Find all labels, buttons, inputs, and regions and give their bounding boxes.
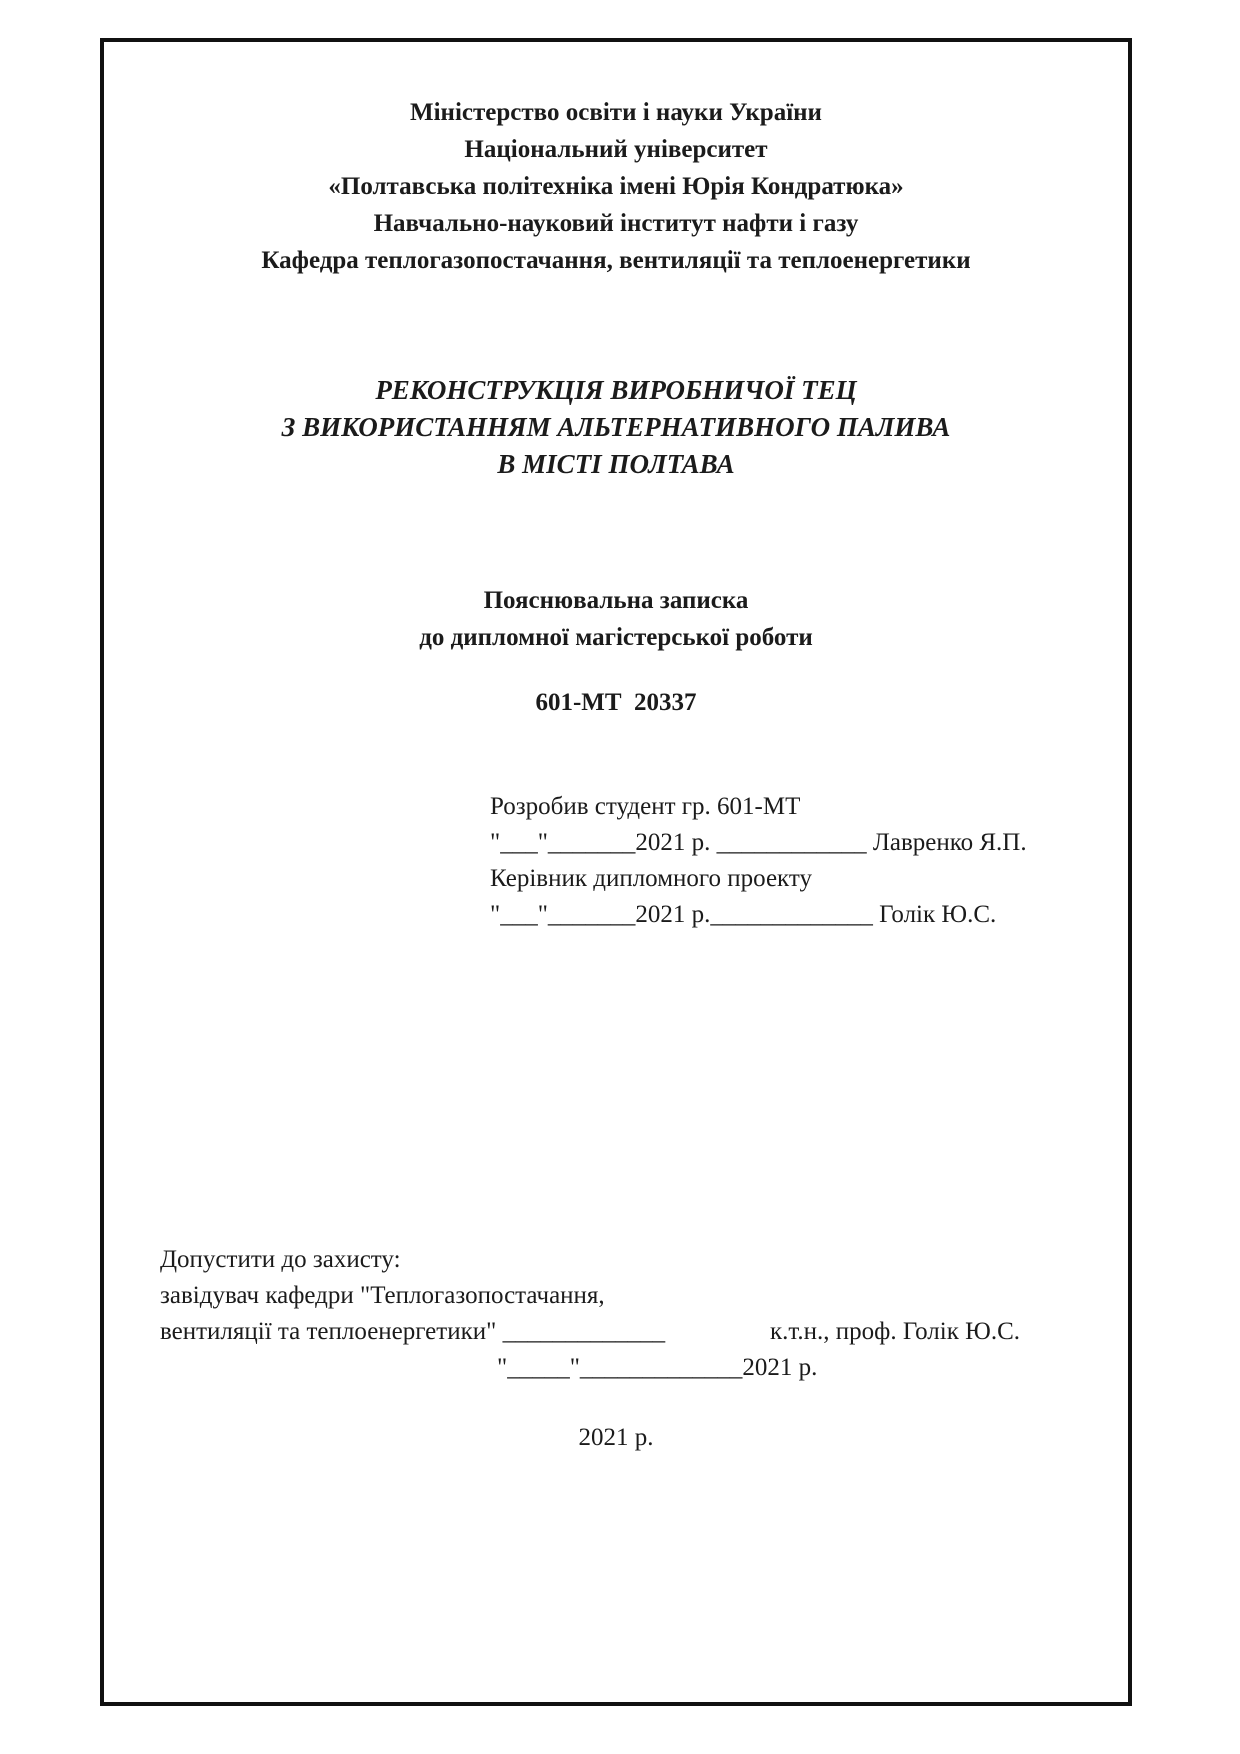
institute-line: Навчально-науковий інститут нафти і газу (373, 210, 859, 237)
approval-date-line: "_____"_____________2021 р. (497, 1354, 818, 1381)
approval-block (104, 1242, 1128, 1386)
approval-heading: Допустити до захисту: (160, 1246, 401, 1273)
signature-block (104, 789, 1128, 933)
approval-department-line-2: вентиляції та теплоенергетики" _____________ (160, 1318, 666, 1345)
university-name-line: «Полтавська політехніка імені Юрія Кондратюка» (328, 173, 904, 200)
institution-header (104, 94, 1128, 279)
university-line: Національний університет (464, 136, 768, 163)
approval-signature-row (160, 1314, 1020, 1350)
subtitle-line-2: до дипломної магістерської роботи (419, 624, 813, 651)
group-code: 601-МТ 20337 (535, 689, 697, 716)
thesis-title-line-3: В МІСТІ ПОЛТАВА (497, 449, 735, 479)
department-line: Кафедра теплогазопостачання, вентиляції та теплоенергетики (261, 247, 971, 274)
page-border-frame (100, 38, 1132, 1706)
document-subtitle (104, 582, 1128, 656)
student-role-line: Розробив студент гр. 601-МТ (490, 793, 801, 820)
subtitle-line-1: Пояснювальна записка (483, 587, 749, 614)
supervisor-role-line: Керівник дипломного проекту (490, 865, 812, 892)
thesis-title-line-1: РЕКОНСТРУКЦІЯ ВИРОБНИЧОЇ ТЕЦ (375, 375, 857, 405)
thesis-title (104, 372, 1128, 483)
supervisor-signature-line: "___"_______2021 р._____________ Голік Ю.С. (490, 901, 997, 928)
footer-year: 2021 р. (578, 1424, 654, 1451)
student-signature-line: "___"_______2021 р. ____________ Лавренко Я.П. (490, 829, 1027, 856)
approval-department-line-1: завідувач кафедри "Теплогазопостачання, (160, 1282, 605, 1309)
approval-head-name: к.т.н., проф. Голік Ю.С. (769, 1318, 1020, 1345)
thesis-title-line-2: З ВИКОРИСТАННЯМ АЛЬТЕРНАТИВНОГО ПАЛИВА (281, 412, 951, 442)
ministry-line: Міністерство освіти і науки України (410, 99, 822, 126)
